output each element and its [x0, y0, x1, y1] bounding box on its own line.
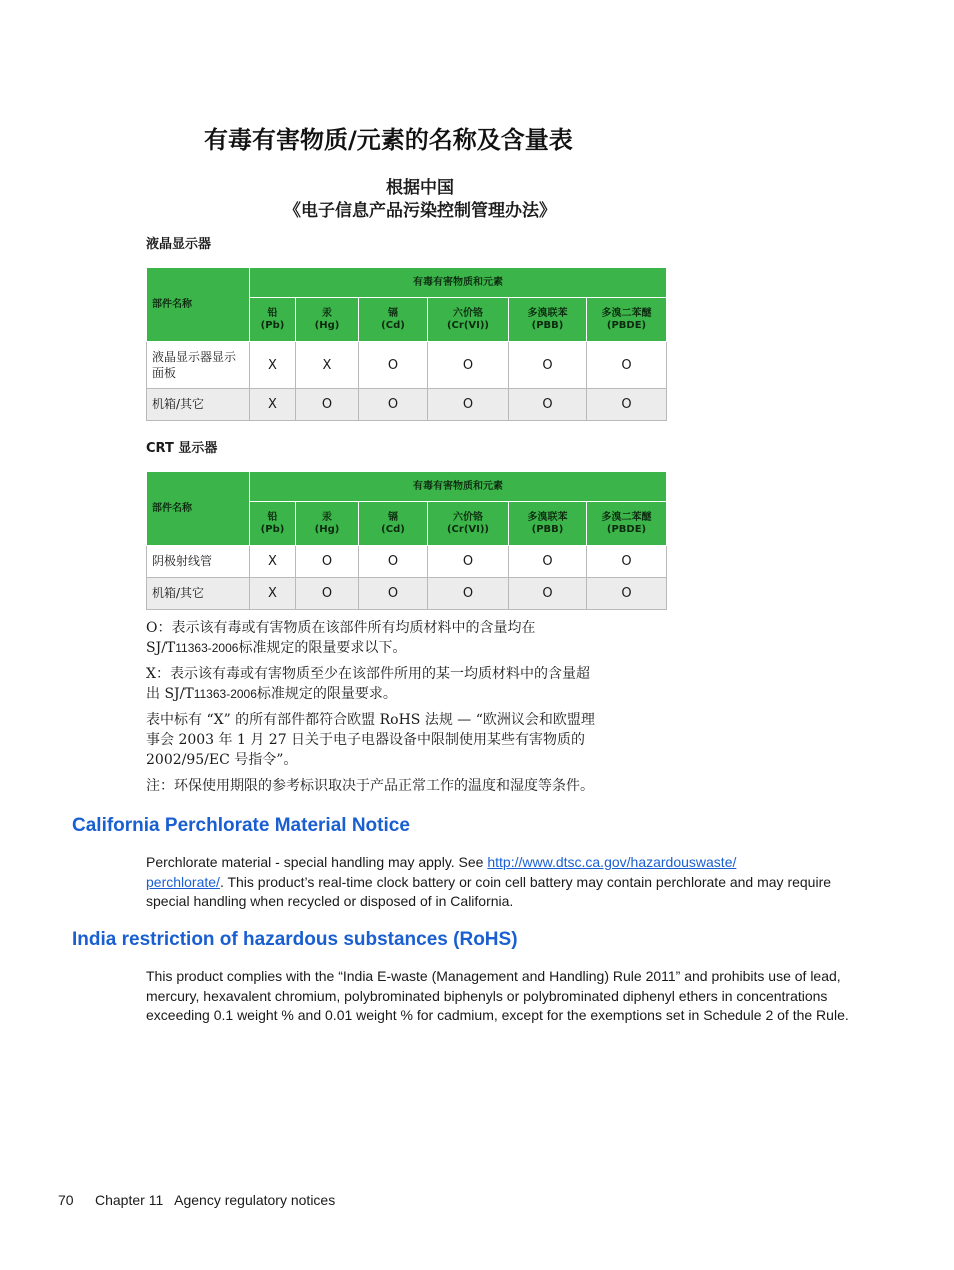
part-name-header: 部件名称 [147, 472, 250, 546]
substances-group-header: 有毒有害物质和元素 [250, 268, 667, 298]
part-name-cell: 机箱/其它 [147, 389, 250, 421]
note-footnote: 注：环保使用期限的参考标识取决于产品正常工作的温度和湿度等条件。 [146, 778, 594, 794]
value-cell: O [428, 342, 509, 389]
substances-group-header: 有毒有害物质和元素 [250, 472, 667, 502]
column-header-label: 铅 (Pb) [260, 308, 285, 331]
value-cell: O [428, 389, 509, 421]
india-paragraph: This product complies with the “India E-waste (Management and Handling) Rule 2011” and prohibits use of lead, mercury, hexavalent chromium, polybrominated biphenyls or polybrominated diphenyl ethers in concentrations exceeding 0.1 weight % and 0.01 weight % for cadmium, except for the exemptions set in Schedule 2 of the Rule. [146, 968, 849, 1023]
part-name-cell: 液晶显示器显示面板 [147, 342, 250, 389]
california-text-after: . This product’s real-time clock battery or coin cell battery may contain perchlorate and may require special handling when recycled or disposed of in California. [146, 873, 832, 909]
table-row [147, 342, 667, 389]
value-cell: O [509, 389, 587, 421]
column-header [587, 502, 667, 546]
note-o-prefix: O：表示该有毒或有害物质在该部件所有均质材料中的含量均在 [146, 620, 536, 636]
column-header [296, 298, 359, 342]
chapter-label: Chapter 11 Agency regulatory notices [95, 1192, 336, 1208]
table-row [147, 578, 667, 610]
value-cell: O [587, 546, 667, 578]
value-cell: X [296, 342, 359, 389]
lcd-table-caption: 液晶显示器 [146, 237, 212, 252]
column-header [250, 502, 296, 546]
note-rohs-line-1: 表中标有 “X” 的所有部件都符合欧盟 RoHS 法规 — “欧洲议会和欧盟理 [146, 712, 595, 728]
column-header [296, 502, 359, 546]
column-header-label: 汞 (Hg) [314, 512, 340, 535]
note-o-std: SJ/T [146, 640, 176, 656]
column-header-label: 多溴二苯醚 (PBDE) [601, 308, 652, 331]
column-header-label: 镉 (Cd) [381, 512, 405, 535]
page-number: 70 [58, 1192, 74, 1208]
column-header-label: 镉 (Cd) [381, 308, 405, 331]
chinese-subtitle-1: 根据中国 [386, 178, 454, 198]
dtsc-link-continued[interactable]: perchlorate/ [146, 873, 220, 890]
chinese-subtitle-2: 《电子信息产品污染控制管理办法》 [284, 201, 556, 221]
column-header-label: 多溴联苯 (PBB) [527, 512, 568, 535]
value-cell: O [428, 578, 509, 610]
value-cell: O [587, 342, 667, 389]
column-header-label: 铅 (Pb) [260, 512, 285, 535]
india-heading: India restriction of hazardous substances (RoHS) [72, 929, 518, 950]
column-header [359, 502, 428, 546]
value-cell: O [359, 546, 428, 578]
note-o-num: 11363-2006 [175, 641, 239, 655]
value-cell: O [509, 578, 587, 610]
column-header [250, 298, 296, 342]
column-header [428, 502, 509, 546]
part-name-header: 部件名称 [147, 268, 250, 342]
value-cell: O [587, 578, 667, 610]
note-o-suffix: 标准规定的限量要求以下。 [238, 640, 407, 656]
value-cell: X [250, 578, 296, 610]
crt-hazard-table [146, 471, 667, 610]
value-cell: O [509, 342, 587, 389]
note-x-prefix: X：表示该有毒或有害物质至少在该部件所用的某一均质材料中的含量超 [146, 666, 590, 682]
column-header-label: 六价铬 (Cr(VI)) [446, 512, 489, 535]
column-header [359, 298, 428, 342]
column-header [587, 298, 667, 342]
value-cell: X [250, 546, 296, 578]
california-heading: California Perchlorate Material Notice [72, 815, 410, 836]
column-header-label: 汞 (Hg) [314, 308, 340, 331]
value-cell: O [359, 578, 428, 610]
value-cell: O [359, 389, 428, 421]
note-x-suffix: 标准规定的限量要求。 [256, 686, 397, 702]
column-header [428, 298, 509, 342]
column-header-label: 多溴联苯 (PBB) [527, 308, 568, 331]
column-header [509, 298, 587, 342]
note-x-symbol [146, 664, 676, 704]
table-row [147, 389, 667, 421]
part-name-cell: 阴极射线管 [147, 546, 250, 578]
chinese-title: 有毒有害物质/元素的名称及含量表 [204, 126, 573, 154]
value-cell: O [587, 389, 667, 421]
note-rohs [146, 710, 686, 770]
value-cell: X [250, 389, 296, 421]
note-x-mid: 出 SJ/T [146, 686, 194, 702]
crt-table-caption: CRT 显示器 [146, 441, 218, 456]
california-text-before: Perchlorate material - special handling may apply. See [146, 854, 488, 870]
column-header [509, 502, 587, 546]
column-header-label: 多溴二苯醚 (PBDE) [601, 512, 652, 535]
value-cell: O [296, 546, 359, 578]
page-footer [58, 1192, 335, 1208]
part-name-cell: 机箱/其它 [147, 578, 250, 610]
lcd-hazard-table [146, 267, 667, 421]
note-x-num: 11363-2006 [193, 687, 257, 701]
value-cell: O [509, 546, 587, 578]
value-cell: O [296, 578, 359, 610]
value-cell: X [250, 342, 296, 389]
value-cell: O [296, 389, 359, 421]
column-header-label: 六价铬 (Cr(VI)) [446, 308, 489, 331]
note-rohs-line-3: 2002/95/EC 号指令”。 [146, 752, 298, 768]
note-rohs-line-2: 事会 2003 年 1 月 27 日关于电子电器设备中限制使用某些有害物质的 [146, 732, 586, 748]
dtsc-link[interactable]: http://www.dtsc.ca.gov/hazardouswaste/ [487, 854, 737, 870]
value-cell: O [428, 546, 509, 578]
table-row [147, 546, 667, 578]
california-paragraph [146, 853, 856, 912]
note-o-symbol [146, 618, 676, 658]
value-cell: O [359, 342, 428, 389]
